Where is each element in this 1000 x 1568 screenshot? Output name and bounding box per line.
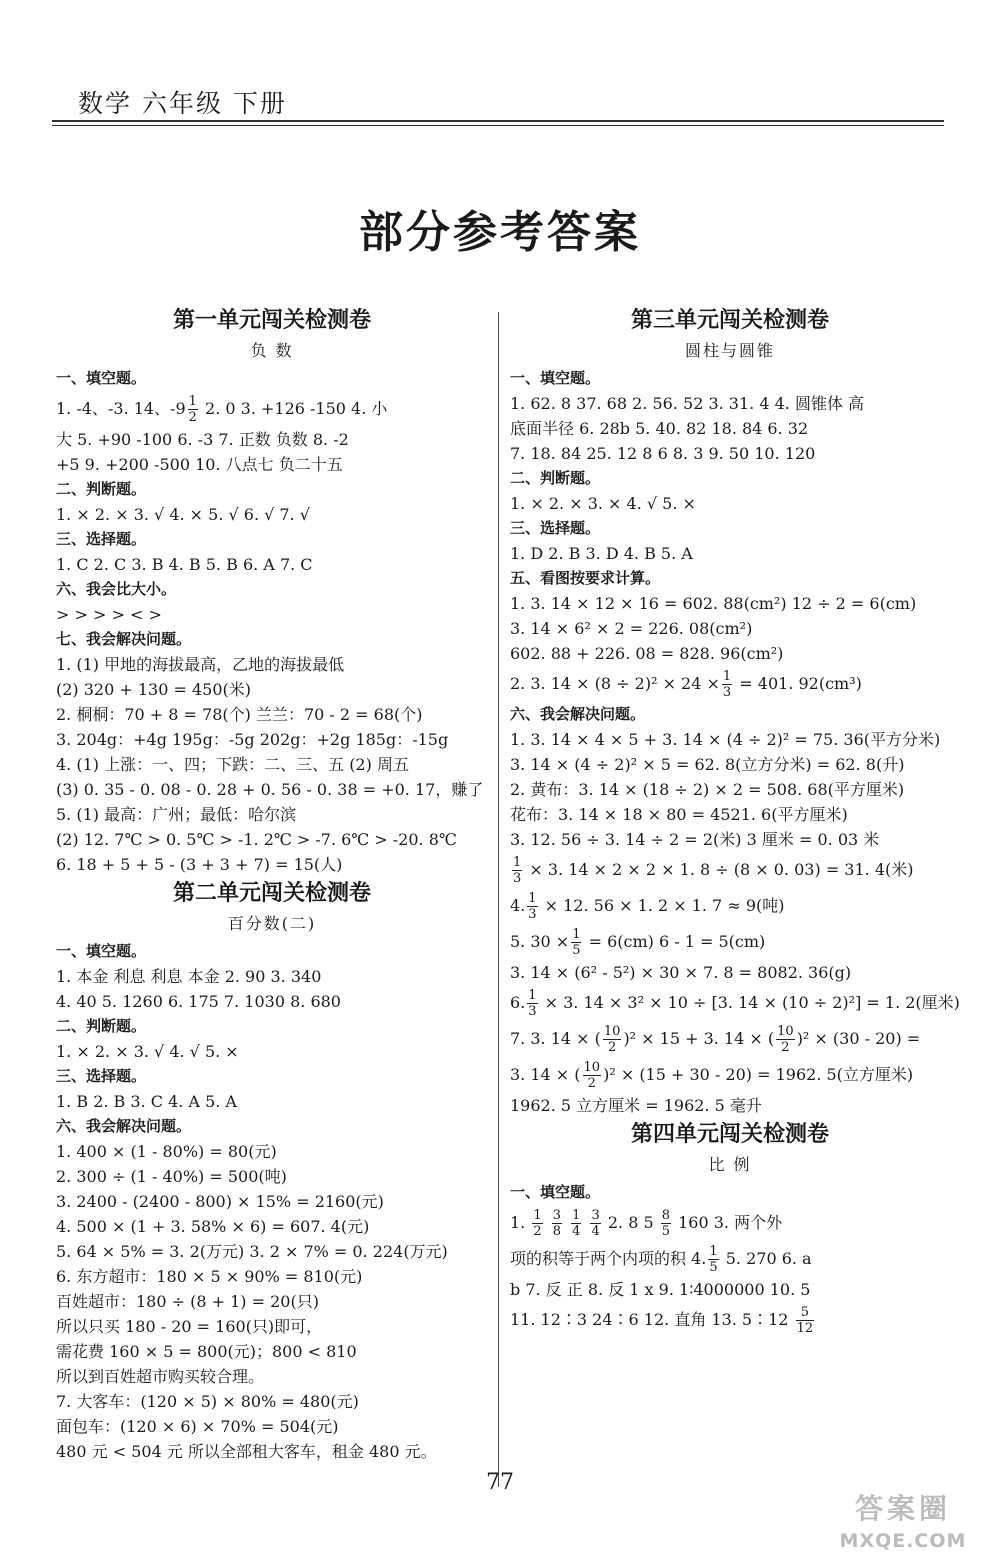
section-heading: 七、我会解决问题。 [56, 630, 192, 648]
answer-line [56, 391, 488, 427]
answer-line: b 7. 反 正 8. 反 1 x 9. 1∶4000000 10. 5 [510, 1280, 811, 1299]
section-heading: 一、填空题。 [56, 369, 147, 387]
fraction-numerator: 1 [513, 855, 522, 870]
answer-line: 3. 14 × 6² × 2 = 226. 08(cm²) [510, 619, 753, 638]
fraction-denominator: 2 [781, 1040, 790, 1055]
answer-text: 2. 3. 14 × (8 ÷ 2)² × 24 × [510, 674, 720, 693]
answer-line: 面包车：(120 × 6) × 70% = 504(元) [56, 1417, 339, 1436]
page-number: 77 [486, 1470, 514, 1495]
fraction-denominator: 2 [533, 1224, 542, 1239]
fraction-denominator: 5 [661, 1224, 671, 1239]
fraction-denominator: 3 [528, 1004, 537, 1019]
page-title: 部分参考答案 [359, 207, 641, 258]
answer-text: 2. 0 3. +126 -150 4. 小 [199, 399, 388, 418]
fraction [527, 988, 537, 1019]
answer-line [510, 924, 950, 960]
answer-line [510, 1241, 950, 1277]
watermark-text: 答案圈 [854, 1492, 951, 1525]
fraction-denominator: 5 [572, 943, 581, 958]
unit1-title: 第一单元闯关检测卷 [172, 308, 371, 333]
fraction [571, 927, 581, 958]
section-heading: 三、选择题。 [56, 530, 147, 548]
answer-line: 百姓超市：180 ÷ (8 + 1) = 20(只) [56, 1292, 319, 1311]
answer-line: 6. 18 + 5 + 5 - (3 + 3 + 7) = 15(人) [56, 855, 343, 874]
section-heading: 五、看图按要求计算。 [510, 569, 661, 587]
answer-line: 1. C 2. C 3. B 4. B 5. B 6. A 7. C [56, 555, 313, 574]
answer-line: +5 9. +200 -500 10. 八点七 负二十五 [56, 455, 343, 474]
section-heading: 六、我会比大小。 [56, 580, 177, 598]
section-heading: 一、填空题。 [510, 1183, 601, 1201]
answer-line [510, 1302, 950, 1338]
answer-line: (2) 320 + 130 = 450(米) [56, 680, 252, 699]
fraction-numerator: 5 [796, 1305, 815, 1321]
fraction-denominator: 5 [709, 1260, 718, 1275]
answer-line [510, 852, 950, 888]
answer-line: 5. 64 × 5% = 3. 2(万元) 3. 2 × 7% = 0. 224(万元) [56, 1242, 448, 1261]
answer-text: × 12. 56 × 1. 2 × 1. 7 ≈ 9(吨) [539, 896, 785, 915]
answer-line: 3. 204g：+4g 195g：-5g 202g：+2g 185g：-15g [56, 730, 449, 749]
answer-line: 1. (1) 甲地的海拔最高，乙地的海拔最低 [56, 655, 345, 674]
answer-line: > > > > < > [56, 605, 162, 624]
answer-text: 11. 12∶3 24∶6 12. 直角 13. 5∶12 [510, 1310, 789, 1329]
fraction [583, 1060, 602, 1091]
fraction-denominator: 2 [188, 410, 197, 425]
fraction [708, 1244, 718, 1275]
fraction-numerator: 1 [709, 1244, 718, 1259]
watermark-logo [828, 1490, 978, 1562]
answer-line: 1. B 2. B 3. C 4. A 5. A [56, 1092, 237, 1111]
fraction-numerator: 3 [552, 1208, 562, 1223]
answer-line: 需花费 160 × 5 = 800(元)；800 < 810 [56, 1342, 357, 1361]
fraction-numerator: 3 [591, 1208, 600, 1223]
fraction [532, 1208, 542, 1239]
fraction-numerator: 1 [572, 1208, 581, 1223]
answer-line: 7. 18. 84 25. 12 8 6 8. 3 9. 50 10. 120 [510, 444, 816, 463]
answer-line: 花布：3. 14 × 18 × 80 = 4521. 6(平方厘米) [510, 805, 848, 824]
section-heading: 二、判断题。 [510, 469, 601, 487]
left-column [56, 304, 488, 1464]
fraction [590, 1208, 600, 1239]
fraction [603, 1024, 622, 1055]
watermark-url: MXQE.COM [839, 1530, 967, 1552]
section-heading: 六、我会解决问题。 [56, 1117, 192, 1135]
unit4-subtitle: 比 例 [708, 1155, 752, 1174]
answer-line: 2. 黄布：3. 14 × (18 ÷ 2) × 2 = 508. 68(平方厘米) [510, 780, 905, 799]
section-heading: 三、选择题。 [510, 519, 601, 537]
answer-line: 1. 3. 14 × 4 × 5 + 3. 14 × (4 ÷ 2)² = 75. 36(平方分米) [510, 730, 941, 749]
answer-line: 1. × 2. × 3. × 4. √ 5. × [510, 494, 696, 513]
fraction-denominator: 2 [587, 1076, 596, 1091]
answer-text: )² × (15 + 30 - 20) = 1962. 5(立方厘米) [603, 1065, 914, 1084]
fraction-numerator: 1 [533, 1208, 542, 1223]
answer-text: × 3. 14 × 2 × 2 × 1. 8 ÷ (8 × 0. 03) = 31. 4(米) [524, 860, 914, 879]
right-column [510, 304, 960, 1338]
answer-line [510, 888, 950, 924]
unit2-title: 第二单元闯关检测卷 [172, 881, 371, 906]
answer-line: 底面半径 6. 28b 5. 40. 82 18. 84 6. 32 [510, 419, 809, 438]
fraction [796, 1305, 815, 1336]
fraction-numerator: 1 [188, 394, 197, 409]
answer-text: 4. [510, 896, 526, 915]
fraction-denominator: 4 [572, 1224, 581, 1239]
fraction-denominator: 12 [796, 1321, 814, 1336]
answer-line: 6. 东方超市：180 × 5 × 90% = 810(元) [56, 1267, 363, 1286]
section-heading: 二、判断题。 [56, 1017, 147, 1035]
answer-line: 2. 300 ÷ (1 - 40%) = 500(吨) [56, 1167, 287, 1186]
answer-line: 4. 500 × (1 + 3. 58% × 6) = 607. 4(元) [56, 1217, 370, 1236]
answer-text: )² × (30 - 20) = [796, 1029, 921, 1048]
fraction-denominator: 3 [528, 907, 537, 922]
answer-line: (2) 12. 7℃ > 0. 5℃ > -1. 2℃ > -7. 6℃ > -20. 8℃ [56, 830, 457, 849]
answer-line: 1. × 2. × 3. √ 4. √ 5. × [56, 1042, 239, 1061]
answer-line: 480 元 < 504 元 所以全部租大客车，租金 480 元。 [56, 1442, 437, 1461]
fraction-denominator: 8 [552, 1224, 562, 1239]
answer-line: 1. 400 × (1 - 80%) = 80(元) [56, 1142, 277, 1161]
answer-text: 项的积等于两个内项的积 4. [510, 1249, 707, 1268]
answer-text: 1. -4、-3. 14、-9 [56, 399, 186, 418]
answer-line: 4. (1) 上涨：一、四；下跌：二、三、五 (2) 周五 [56, 755, 409, 774]
answer-line: 7. 大客车：(120 × 5) × 80% = 480(元) [56, 1392, 359, 1411]
answer-text: 5. 30 × [510, 932, 570, 951]
answer-text: 7. 3. 14 × ( [510, 1029, 601, 1048]
answer-line [510, 1057, 950, 1093]
fraction-numerator: 8 [661, 1208, 671, 1223]
answer-text: = 6(cm) 6 - 1 = 5(cm) [583, 932, 766, 951]
column-divider [498, 312, 499, 1487]
fraction-numerator: 10 [603, 1024, 621, 1039]
answer-line: 2. 桐桐：70 + 8 = 78(个) 兰兰：70 - 2 = 68(个) [56, 705, 423, 724]
unit2-subtitle: 百分数(二) [227, 914, 317, 933]
unit1-subtitle: 负 数 [250, 341, 294, 360]
fraction [527, 891, 537, 922]
section-heading: 一、填空题。 [510, 369, 601, 387]
answer-line: 1. 62. 8 37. 68 2. 56. 52 3. 31. 4 4. 圆锥体 高 [510, 394, 865, 413]
fraction-denominator: 3 [513, 871, 522, 886]
answer-line: 所以到百姓超市购买较合理。 [56, 1367, 265, 1386]
fraction-numerator: 10 [583, 1060, 601, 1075]
answer-line: 3. 14 × (4 ÷ 2)² × 5 = 62. 8(立方分米) = 62. 8(升) [510, 755, 905, 774]
answer-line: 1962. 5 立方厘米 = 1962. 5 毫升 [510, 1096, 762, 1115]
fraction [776, 1024, 795, 1055]
fraction [188, 394, 198, 425]
fraction [661, 1208, 671, 1239]
answer-text: 3. 14 × ( [510, 1065, 581, 1084]
fraction-numerator: 10 [777, 1024, 794, 1039]
answer-line: 1. D 2. B 3. D 4. B 5. A [510, 544, 693, 563]
answer-line [510, 1205, 950, 1241]
answer-text: 5. 270 6. a [720, 1249, 812, 1268]
fraction-denominator: 3 [722, 685, 732, 700]
answer-line: 4. 40 5. 1260 6. 175 7. 1030 8. 680 [56, 992, 341, 1011]
fraction [571, 1208, 581, 1239]
section-heading: 六、我会解决问题。 [510, 705, 646, 723]
unit3-subtitle: 圆柱与圆锥 [684, 341, 775, 360]
answer-line [510, 1021, 950, 1057]
answer-line: 所以只买 180 - 20 = 160(只)即可， [56, 1317, 323, 1336]
answer-text: 6. [510, 993, 526, 1012]
fraction [512, 855, 522, 886]
header-rule-thin [52, 125, 944, 126]
answer-line: 1. 本金 利息 利息 本金 2. 90 3. 340 [56, 967, 322, 986]
answer-line: 1. × 2. × 3. √ 4. × 5. √ 6. √ 7. √ [56, 505, 310, 524]
fraction-numerator: 1 [572, 927, 581, 942]
unit4-title: 第四单元闯关检测卷 [630, 1122, 829, 1147]
section-heading: 三、选择题。 [56, 1067, 147, 1085]
section-heading: 一、填空题。 [56, 942, 147, 960]
fraction-numerator: 1 [528, 988, 537, 1003]
section-heading: 二、判断题。 [56, 480, 147, 498]
answer-text: 160 3. 两个外 [673, 1213, 783, 1232]
answer-text: 2. 8 5 [602, 1213, 654, 1232]
answer-line [510, 985, 960, 1021]
answer-line: 3. 14 × (6² - 5²) × 30 × 7. 8 = 8082. 36(g) [510, 963, 852, 982]
fraction [722, 669, 732, 700]
unit3-title: 第三单元闯关检测卷 [630, 308, 829, 333]
answer-text: × 3. 14 × 3² × 10 ÷ [3. 14 × (10 ÷ 2)²] = 1. 2(厘米) [539, 993, 960, 1012]
answer-line: 3. 12. 56 ÷ 3. 14 ÷ 2 = 2(米) 3 厘米 = 0. 03 米 [510, 830, 880, 849]
answer-text: = 401. 92(cm³) [734, 674, 862, 693]
answer-line: 大 5. +90 -100 6. -3 7. 正数 负数 8. -2 [56, 430, 349, 449]
answer-line: 3. 2400 - (2400 - 800) × 15% = 2160(元) [56, 1192, 384, 1211]
answer-text: )² × 15 + 3. 14 × ( [623, 1029, 775, 1048]
answer-text: 1. [510, 1213, 526, 1232]
fraction-denominator: 2 [608, 1040, 617, 1055]
page-header-title: 数学 六年级 下册 [78, 89, 287, 118]
fraction [552, 1208, 562, 1239]
answer-line: 5. (1) 最高：广州；最低：哈尔滨 [56, 805, 297, 824]
answer-line: 602. 88 + 226. 08 = 828. 96(cm²) [510, 644, 784, 663]
fraction-numerator: 1 [528, 891, 537, 906]
header-rule [52, 120, 944, 122]
fraction-numerator: 1 [722, 669, 732, 684]
fraction-denominator: 4 [591, 1224, 600, 1239]
answer-line: 1. 3. 14 × 12 × 16 = 602. 88(cm²) 12 ÷ 2 = 6(cm) [510, 594, 917, 613]
answer-line: (3) 0. 35 - 0. 08 - 0. 28 + 0. 56 - 0. 38 = +0. 17，赚了 [56, 780, 484, 799]
answer-line [510, 666, 950, 702]
